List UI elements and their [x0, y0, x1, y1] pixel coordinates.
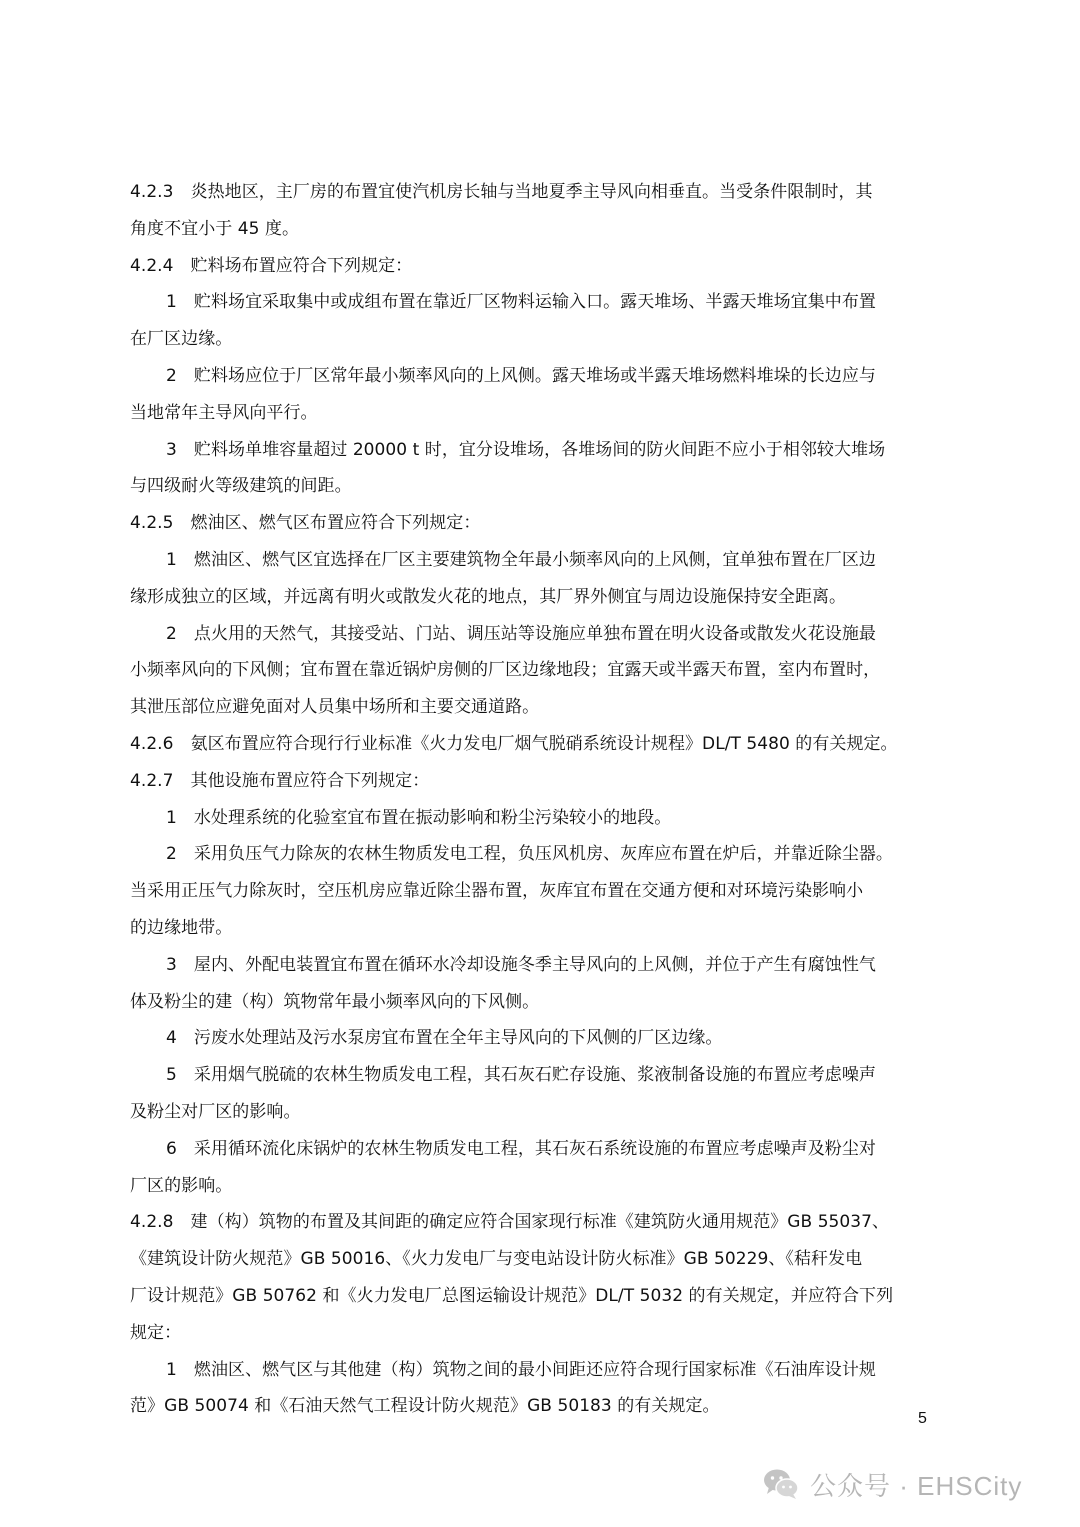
section-heading: 4.2.7 其他设施布置应符合下列规定：	[130, 770, 430, 791]
text-line: 2 贮料场应位于厂区常年最小频率风向的上风侧。露天堆场或半露天堆场燃料堆垛的长边应与	[166, 365, 876, 386]
text-line: 1 燃油区、燃气区与其他建（构）筑物之间的最小间距还应符合现行国家标准《石油库设计规	[166, 1359, 876, 1380]
watermark-text: 公众号 · EHSCity	[810, 1470, 1023, 1501]
text-line: 2 采用负压气力除灰的农林生物质发电工程，负压风机房、灰库应布置在炉后，并靠近除尘器。	[166, 844, 893, 865]
text-line: 6 采用循环流化床锅炉的农林生物质发电工程，其石灰石系统设施的布置应考虑噪声及粉尘对	[166, 1138, 876, 1159]
text-line: 5 采用烟气脱硫的农林生物质发电工程，其石灰石贮存设施、浆液制备设施的布置应考虑噪声	[166, 1065, 876, 1086]
text-line: 3 屋内、外配电装置宜布置在循环水冷却设施冬季主导风向的上风侧，并位于产生有腐蚀性气	[166, 954, 876, 975]
text-line: 2 点火用的天然气，其接受站、门站、调压站等设施应单独布置在明火设备或散发火花设施最	[166, 623, 876, 644]
text-line: 4.2.3 炎热地区，主厂房的布置宜使汽机房长轴与当地夏季主导风向相垂直。当受条件限制时，其	[130, 182, 873, 202]
text-line: 体及粉尘的建（构）筑物常年最小频率风向的下风侧。	[130, 991, 540, 1012]
text-line: 1 贮料场宜采取集中或成组布置在靠近厂区物料运输入口。露天堆场、半露天堆场宜集中布置	[166, 292, 876, 313]
text-line: 小频率风向的下风侧；宜布置在靠近锅炉房侧的厂区边缘地段；宜露天或半露天布置，室内布置时，	[130, 660, 881, 681]
text-line: 规定：	[130, 1322, 182, 1343]
section-heading: 4.2.8 建（构）筑物的布置及其间距的确定应符合国家现行标准《建筑防火通用规范》GB 55037、	[130, 1212, 890, 1233]
text-line: 其泄压部位应避免面对人员集中场所和主要交通道路。	[130, 697, 540, 718]
text-line: 的边缘地带。	[130, 917, 233, 938]
text-line: 在厂区边缘。	[130, 329, 233, 350]
text-line: 1 水处理系统的化验室宜布置在振动影响和粉尘污染较小的地段。	[166, 807, 672, 828]
text-line: 4 污废水处理站及污水泵房宜布置在全年主导风向的下风侧的厂区边缘。	[166, 1028, 723, 1049]
section-heading: 4.2.6 氨区布置应符合现行行业标准《火力发电厂烟气脱硝系统设计规程》DL/T 5480 的有关规定。	[130, 733, 898, 754]
text-line: 3 贮料场单堆容量超过 20000 t 时，宜分设堆场，各堆场间的防火间距不应小于相邻较大堆场	[166, 439, 886, 460]
document-body	[130, 174, 952, 1425]
wechat-icon	[762, 1468, 800, 1500]
page-number: 5	[918, 1410, 927, 1427]
text-line: 当地常年主导风向平行。	[130, 402, 318, 423]
text-line: 1 燃油区、燃气区宜选择在厂区主要建筑物全年最小频率风向的上风侧，宜单独布置在厂区边	[166, 549, 876, 570]
text-line: 角度不宜小于 45 度。	[130, 218, 300, 239]
text-line: 缘形成独立的区域，并远离有明火或散发火花的地点，其厂界外侧宜与周边设施保持安全距离。	[130, 586, 847, 607]
section-heading: 4.2.4 贮料场布置应符合下列规定：	[130, 255, 413, 276]
watermark	[762, 1464, 1022, 1504]
text-line: 当采用正压气力除灰时，空压机房应靠近除尘器布置，灰库宜布置在交通方便和对环境污染影响小	[130, 881, 864, 902]
text-line: 厂设计规范》GB 50762 和《火力发电厂总图运输设计规范》DL/T 5032 的有关规定，并应符合下列	[130, 1285, 894, 1306]
text-line: 及粉尘对厂区的影响。	[130, 1101, 301, 1122]
text-line: 厂区的影响。	[130, 1175, 233, 1196]
section-heading: 4.2.5 燃油区、燃气区布置应符合下列规定：	[130, 513, 481, 534]
text-line: 《建筑设计防火规范》GB 50016、《火力发电厂与变电站设计防火标准》GB 50229、《秸秆发电	[130, 1249, 863, 1270]
text-line: 与四级耐火等级建筑的间距。	[130, 476, 352, 497]
text-line: 范》GB 50074 和《石油天然气工程设计防火规范》GB 50183 的有关规定。	[130, 1396, 720, 1417]
